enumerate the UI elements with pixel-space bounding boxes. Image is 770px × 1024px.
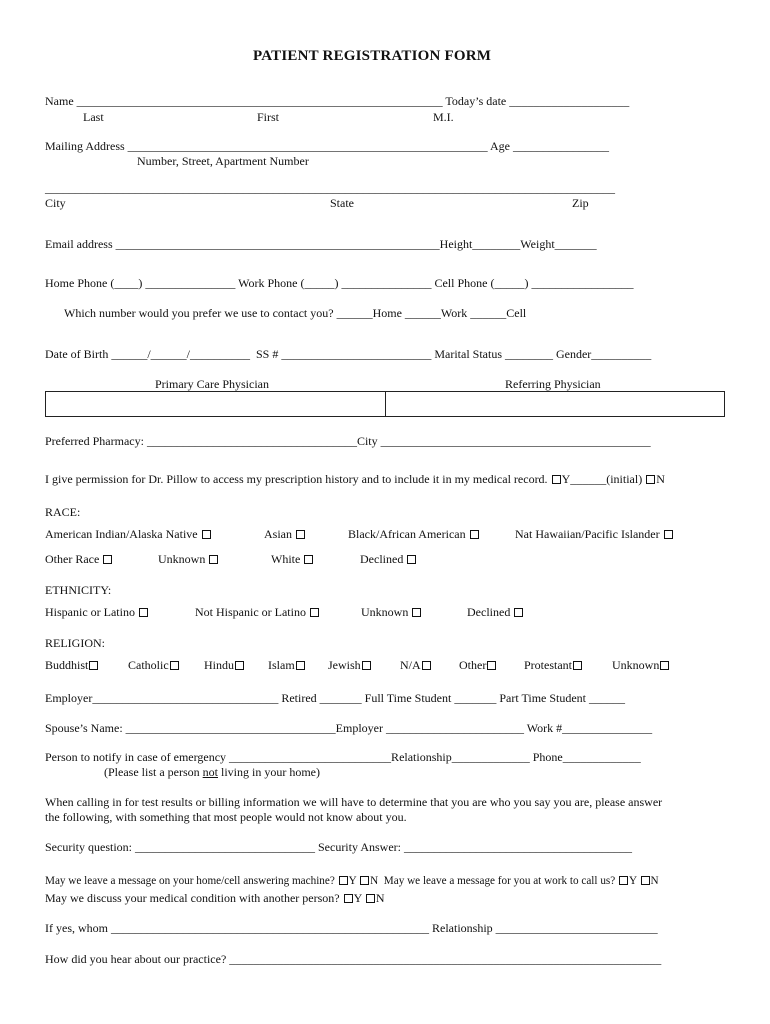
religion-heading: RELIGION: (45, 636, 105, 650)
checkbox[interactable] (139, 608, 148, 617)
verification-instructions: When calling in for test results or billing information we will have to determine that you are who you say you are, please answer (45, 795, 663, 809)
checkbox[interactable] (412, 608, 421, 617)
permission-no-checkbox[interactable] (646, 475, 655, 484)
phone-field[interactable]: Home Phone (____) _______________ Work Phone (_____) _______________ Cell Phone (_____) _________________ (45, 276, 634, 290)
security-field[interactable]: Security question: ______________________________ Security Answer: ______________________________________ (45, 840, 632, 854)
name-field[interactable]: Name _____________________________________________________________ Today’s date ____________________ (45, 94, 630, 108)
race-option[interactable]: Other Race (45, 552, 113, 566)
race-option[interactable]: Unknown (158, 552, 219, 566)
race-heading: RACE: (45, 505, 81, 519)
email-field[interactable]: Email address ______________________________________________________Height________Weight_______ (45, 237, 597, 251)
name-first-label: First (257, 110, 280, 124)
referral-source-field[interactable]: How did you hear about our practice? ________________________________________________________________________ (45, 952, 662, 966)
page-title: PATIENT REGISTRATION FORM (253, 48, 492, 64)
mailing-address-field[interactable]: Mailing Address ____________________________________________________________ Age ________________ (45, 139, 609, 153)
state-label: State (330, 196, 354, 210)
checkbox[interactable] (170, 661, 179, 670)
race-option[interactable]: Nat Hawaiian/Pacific Islander (515, 527, 674, 541)
zip-label: Zip (572, 196, 589, 210)
contact-preference-field[interactable]: Which number would you prefer we use to contact you? ______Home ______Work ______Cell (64, 306, 527, 320)
permission-yes-checkbox[interactable] (552, 475, 561, 484)
religion-option[interactable]: Islam (268, 658, 306, 672)
home-message-yes-checkbox[interactable] (339, 876, 348, 885)
religion-option[interactable]: Protestant (524, 658, 583, 672)
ethnicity-option[interactable]: Hispanic or Latino (45, 605, 149, 619)
dob-ss-field[interactable]: Date of Birth ______/______/__________ SS # _________________________ Marital Status ________ Gender__________ (45, 347, 652, 361)
checkbox[interactable] (209, 555, 218, 564)
religion-option[interactable]: Buddhist (45, 658, 99, 672)
permission-statement: I give permission for Dr. Pillow to access my prescription history and to include it in my medical record. Y______(initial) N (45, 472, 665, 486)
discuss-permission: May we discuss your medical condition with another person? Y N (45, 891, 385, 905)
ethnicity-option[interactable]: Unknown (361, 605, 422, 619)
checkbox[interactable] (487, 661, 496, 670)
race-option[interactable]: White (271, 552, 314, 566)
pharmacy-field[interactable]: Preferred Pharmacy: ___________________________________City _____________________________________________ (45, 434, 651, 448)
checkbox[interactable] (470, 530, 479, 539)
checkbox[interactable] (296, 530, 305, 539)
religion-option[interactable]: Other (459, 658, 497, 672)
discuss-no-checkbox[interactable] (366, 894, 375, 903)
whom-field[interactable]: If yes, whom _____________________________________________________ Relationship ___________________________ (45, 921, 658, 935)
emergency-note: (Please list a person not living in your home) (104, 765, 320, 779)
home-message-no-checkbox[interactable] (360, 876, 369, 885)
ethnicity-option[interactable]: Not Hispanic or Latino (195, 605, 320, 619)
mailing-address-sublabel: Number, Street, Apartment Number (137, 154, 309, 168)
religion-option[interactable]: Catholic (128, 658, 180, 672)
religion-option[interactable]: N/A (400, 658, 432, 672)
city-state-zip-field[interactable]: _______________________________________________________________________________________________ (45, 181, 615, 195)
race-option[interactable]: Black/African American (348, 527, 480, 541)
checkbox[interactable] (664, 530, 673, 539)
checkbox[interactable] (407, 555, 416, 564)
religion-option[interactable]: Hindu (204, 658, 245, 672)
race-option[interactable]: American Indian/Alaska Native (45, 527, 212, 541)
work-message-no-checkbox[interactable] (641, 876, 650, 885)
referring-physician-label: Referring Physician (505, 377, 601, 391)
name-mi-label: M.I. (433, 110, 454, 124)
checkbox[interactable] (235, 661, 244, 670)
emergency-contact-field[interactable]: Person to notify in case of emergency ___________________________Relationship_____________ Phone_____________ (45, 750, 641, 764)
spouse-field[interactable]: Spouse’s Name: ___________________________________Employer _______________________ Work #_______________ (45, 721, 653, 735)
checkbox[interactable] (202, 530, 211, 539)
checkbox[interactable] (573, 661, 582, 670)
religion-option[interactable]: Jewish (328, 658, 372, 672)
checkbox[interactable] (310, 608, 319, 617)
message-permission: May we leave a message on your home/cell answering machine? Y N May we leave a message for you at work to call us? Y N (45, 875, 659, 887)
name-last-label: Last (83, 110, 104, 124)
checkbox[interactable] (304, 555, 313, 564)
primary-physician-input[interactable] (45, 391, 386, 417)
employer-field[interactable]: Employer_______________________________ Retired _______ Full Time Student _______ Part Time Student ______ (45, 691, 626, 705)
ethnicity-option[interactable]: Declined (467, 605, 524, 619)
work-message-yes-checkbox[interactable] (619, 876, 628, 885)
checkbox[interactable] (89, 661, 98, 670)
checkbox[interactable] (514, 608, 523, 617)
checkbox[interactable] (296, 661, 305, 670)
checkbox[interactable] (362, 661, 371, 670)
race-option[interactable]: Declined (360, 552, 417, 566)
referring-physician-input[interactable] (385, 391, 725, 417)
discuss-yes-checkbox[interactable] (344, 894, 353, 903)
checkbox[interactable] (422, 661, 431, 670)
ethnicity-heading: ETHNICITY: (45, 583, 112, 597)
race-option[interactable]: Asian (264, 527, 306, 541)
verification-instructions-2: the following, with something that most people would not know about you. (45, 810, 407, 824)
checkbox[interactable] (103, 555, 112, 564)
checkbox[interactable] (660, 661, 669, 670)
primary-physician-label: Primary Care Physician (155, 377, 269, 391)
religion-option[interactable]: Unknown (612, 658, 670, 672)
city-label: City (45, 196, 66, 210)
